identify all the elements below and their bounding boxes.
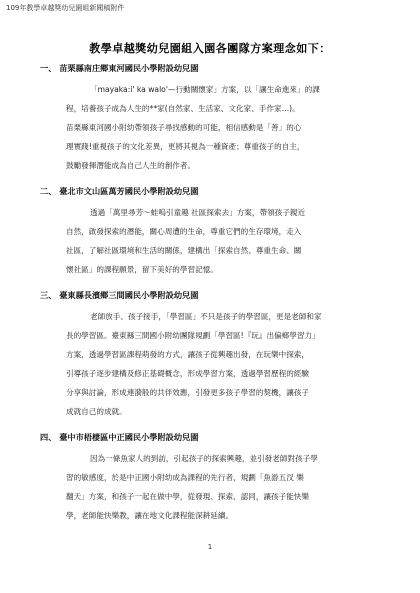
paragraph-line: 習的敏感度，於是中正國小附幼成為課程的先行者，規劃「魚游五汊 樂	[66, 473, 304, 482]
paragraph-line: 自然，啟發探索的潛能，關心周遭的生命，尊重它們的生存環境，走入	[66, 227, 302, 236]
paragraph-line: 方案，透過學習區課程萌發的方式，讓孩子從興趣出發，在玩樂中探索，	[66, 350, 309, 359]
paragraph-line: 引導孩子逐步建構及修正基礎概念，形成學習方案，透過學習歷程的經驗	[66, 369, 309, 378]
paragraph-line: 「mayaka:i' ka walo'—行動關懷家」方案，以「讓生命進來」的課	[90, 85, 320, 94]
paragraph-line: 因為一條魚家人的到訪，引起孩子的探索興趣，並引發老師對孩子學	[90, 454, 318, 463]
paragraph-line: 鼓勵發揮潛能成為自己人生的創作者。	[66, 161, 196, 170]
page-number: 1	[207, 543, 213, 551]
section-heading: 四、 臺中市梧棲區中正國民小學附設幼兒園	[40, 432, 199, 442]
section-heading: 一、 苗栗縣南庄鄉東河國民小學附設幼兒園	[40, 63, 199, 73]
section-heading: 二、 臺北市文山區萬芳國民小學附設幼兒園	[40, 186, 199, 196]
paragraph-line: 社區，了解社區環境和生活的關係，建構出「探索自然、尊重生命、關	[66, 246, 302, 255]
paragraph-line: 學，老師能快樂教，讓在地文化課程能深耕延續。	[66, 511, 234, 520]
paragraph-line: 分享與討論，形成連漪般的共伴效應，引發更多孩子學習的契機，讓孩子	[66, 388, 309, 397]
running-header: 109年教學卓越獎幼兒園組新聞稿附件	[6, 4, 125, 12]
paragraph-line: 老師放手、孩子接手，「學習區」不只是孩子的學習區，更是老師和家	[90, 312, 322, 321]
paragraph-line: 長的學習區。臺東縣三間國小附幼團隊規劃「學習區!『玩』出偏鄉學習力」	[66, 331, 320, 340]
paragraph-line: 懷社區」的課程願景，留下美好的學習記憶。	[66, 265, 218, 274]
paragraph-line: 成就自己的成就。	[66, 407, 127, 416]
section-heading: 三、 臺東縣長濱鄉三間國民小學附設幼兒園	[40, 290, 199, 300]
paragraph-line: 苗栗縣東河國小附幼帶領孩子尋找感動的可能，相信感動是「善」的心	[66, 123, 302, 132]
document-title: 教學卓越獎幼兒園組入園各團隊方案理念如下：	[89, 42, 331, 55]
paragraph-line: 理實踐!重視孩子的文化差異，更將其視為一種資產；尊重孩子的自主，	[66, 142, 305, 151]
paragraph-line: 透過「萬里尋芳～蛙嗚引童趣 社區探索去」方案，帶領孩子親近	[90, 208, 306, 217]
paragraph-line: 程，培養孩子成為人生的**家(自然家、生活家、文化家、手作家…)。	[66, 104, 300, 113]
paragraph-line: 翻天」方案，和孩子一起在做中學，從發現、探索、認同，讓孩子能快樂	[66, 492, 309, 501]
